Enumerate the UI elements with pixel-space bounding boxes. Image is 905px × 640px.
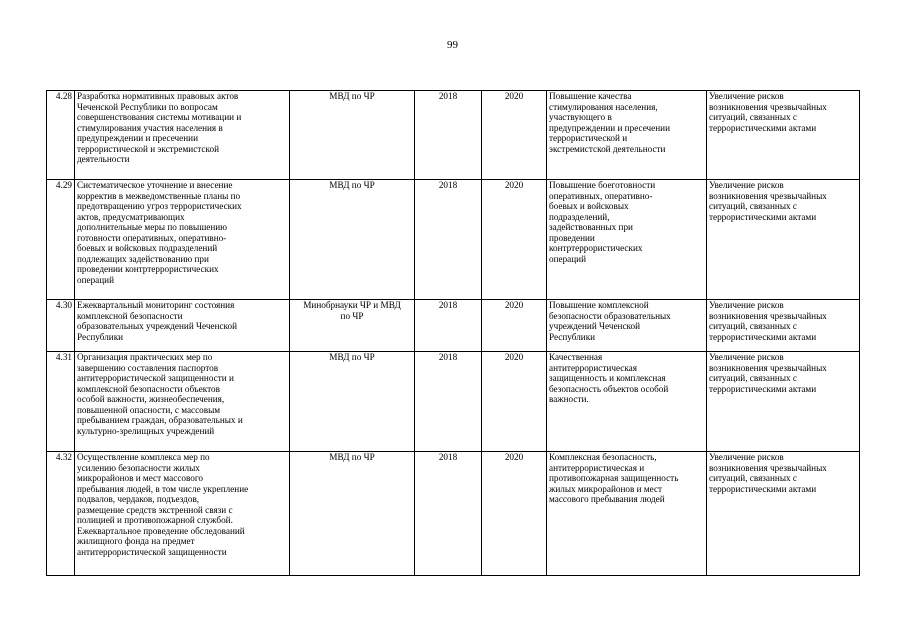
executor-cell: МВД по ЧР xyxy=(290,452,415,576)
table-row xyxy=(47,180,860,300)
end-year-cell: 2020 xyxy=(482,300,547,352)
page-number: 99 xyxy=(447,39,458,51)
result-cell: Повышение боеготовности оперативных, оперативно- боевых и войсковых подразделений, задействованных при проведении контртеррористических операций xyxy=(547,180,707,300)
start-year-cell: 2018 xyxy=(415,300,482,352)
executor-cell: Минобрнауки ЧР и МВД по ЧР xyxy=(290,300,415,352)
executor-cell: МВД по ЧР xyxy=(290,180,415,300)
end-year-cell: 2020 xyxy=(482,352,547,452)
risk-cell: Увеличение рисков возникновения чрезвычайных ситуаций, связанных с террористическими актами xyxy=(707,300,860,352)
row-number: 4.31 xyxy=(47,352,75,452)
risk-cell: Увеличение рисков возникновения чрезвычайных ситуаций, связанных с террористическими актами xyxy=(707,452,860,576)
result-cell: Качественная антитеррористическая защищенность и комплексная безопасность объектов особой важности. xyxy=(547,352,707,452)
end-year-cell: 2020 xyxy=(482,452,547,576)
activities-table xyxy=(46,90,860,576)
activity-cell: Систематическое уточнение и внесение корректив в межведомственные планы по предотвращению угроз террористических актов, предусматривающих дополнительные меры по повышению готовности оперативных, оперативно- боевых и войсковых подразделений подлежащих задействованию при проведении контртеррористических операций xyxy=(75,180,290,300)
table-row xyxy=(47,300,860,352)
activity-cell: Разработка нормативных правовых актов Чеченской Республики по вопросам совершенствования системы мотивации и стимулирования участия населения в предупреждении и пресечении террористической и экстремистской деятельности xyxy=(75,91,290,180)
table-row xyxy=(47,352,860,452)
executor-cell: МВД по ЧР xyxy=(290,91,415,180)
row-number: 4.29 xyxy=(47,180,75,300)
table-row xyxy=(47,91,860,180)
row-number: 4.28 xyxy=(47,91,75,180)
start-year-cell: 2018 xyxy=(415,91,482,180)
result-cell: Повышение комплексной безопасности образовательных учреждений Чеченской Республики xyxy=(547,300,707,352)
end-year-cell: 2020 xyxy=(482,180,547,300)
activity-cell: Организация практических мер по завершению составления паспортов антитеррористической защищенности и комплексной безопасности объектов особой важности, жизнеобеспечения, повышенной опасности, с массовым пребыванием граждан, образовательных и культурно-зрелищных учреждений xyxy=(75,352,290,452)
risk-cell: Увеличение рисков возникновения чрезвычайных ситуаций, связанных с террористическими актами xyxy=(707,91,860,180)
activity-cell: Осуществление комплекса мер по усилению безопасности жилых микрорайонов и мест массового пребывания людей, в том числе укрепление подвалов, чердаков, подъездов, размещение средств экстренной связи с полицией и противопожарной службой. Ежеквартальное проведение обследований жилищного фонда на предмет антитеррористической защищенности xyxy=(75,452,290,576)
start-year-cell: 2018 xyxy=(415,452,482,576)
start-year-cell: 2018 xyxy=(415,180,482,300)
result-cell: Повышение качества стимулирования населения, участвующего в предупреждении и пресечении террористической и экстремистской деятельности xyxy=(547,91,707,180)
risk-cell: Увеличение рисков возникновения чрезвычайных ситуаций, связанных с террористическими актами xyxy=(707,180,860,300)
row-number: 4.32 xyxy=(47,452,75,576)
row-number: 4.30 xyxy=(47,300,75,352)
start-year-cell: 2018 xyxy=(415,352,482,452)
end-year-cell: 2020 xyxy=(482,91,547,180)
result-cell: Комплексная безопасность, антитеррористическая и противопожарная защищенность жилых микрорайонов и мест массового пребывания людей xyxy=(547,452,707,576)
table-row xyxy=(47,452,860,576)
executor-cell: МВД по ЧР xyxy=(290,352,415,452)
activity-cell: Ежеквартальный мониторинг состояния комплексной безопасности образовательных учреждений Чеченской Республики xyxy=(75,300,290,352)
risk-cell: Увеличение рисков возникновения чрезвычайных ситуаций, связанных с террористическими актами xyxy=(707,352,860,452)
